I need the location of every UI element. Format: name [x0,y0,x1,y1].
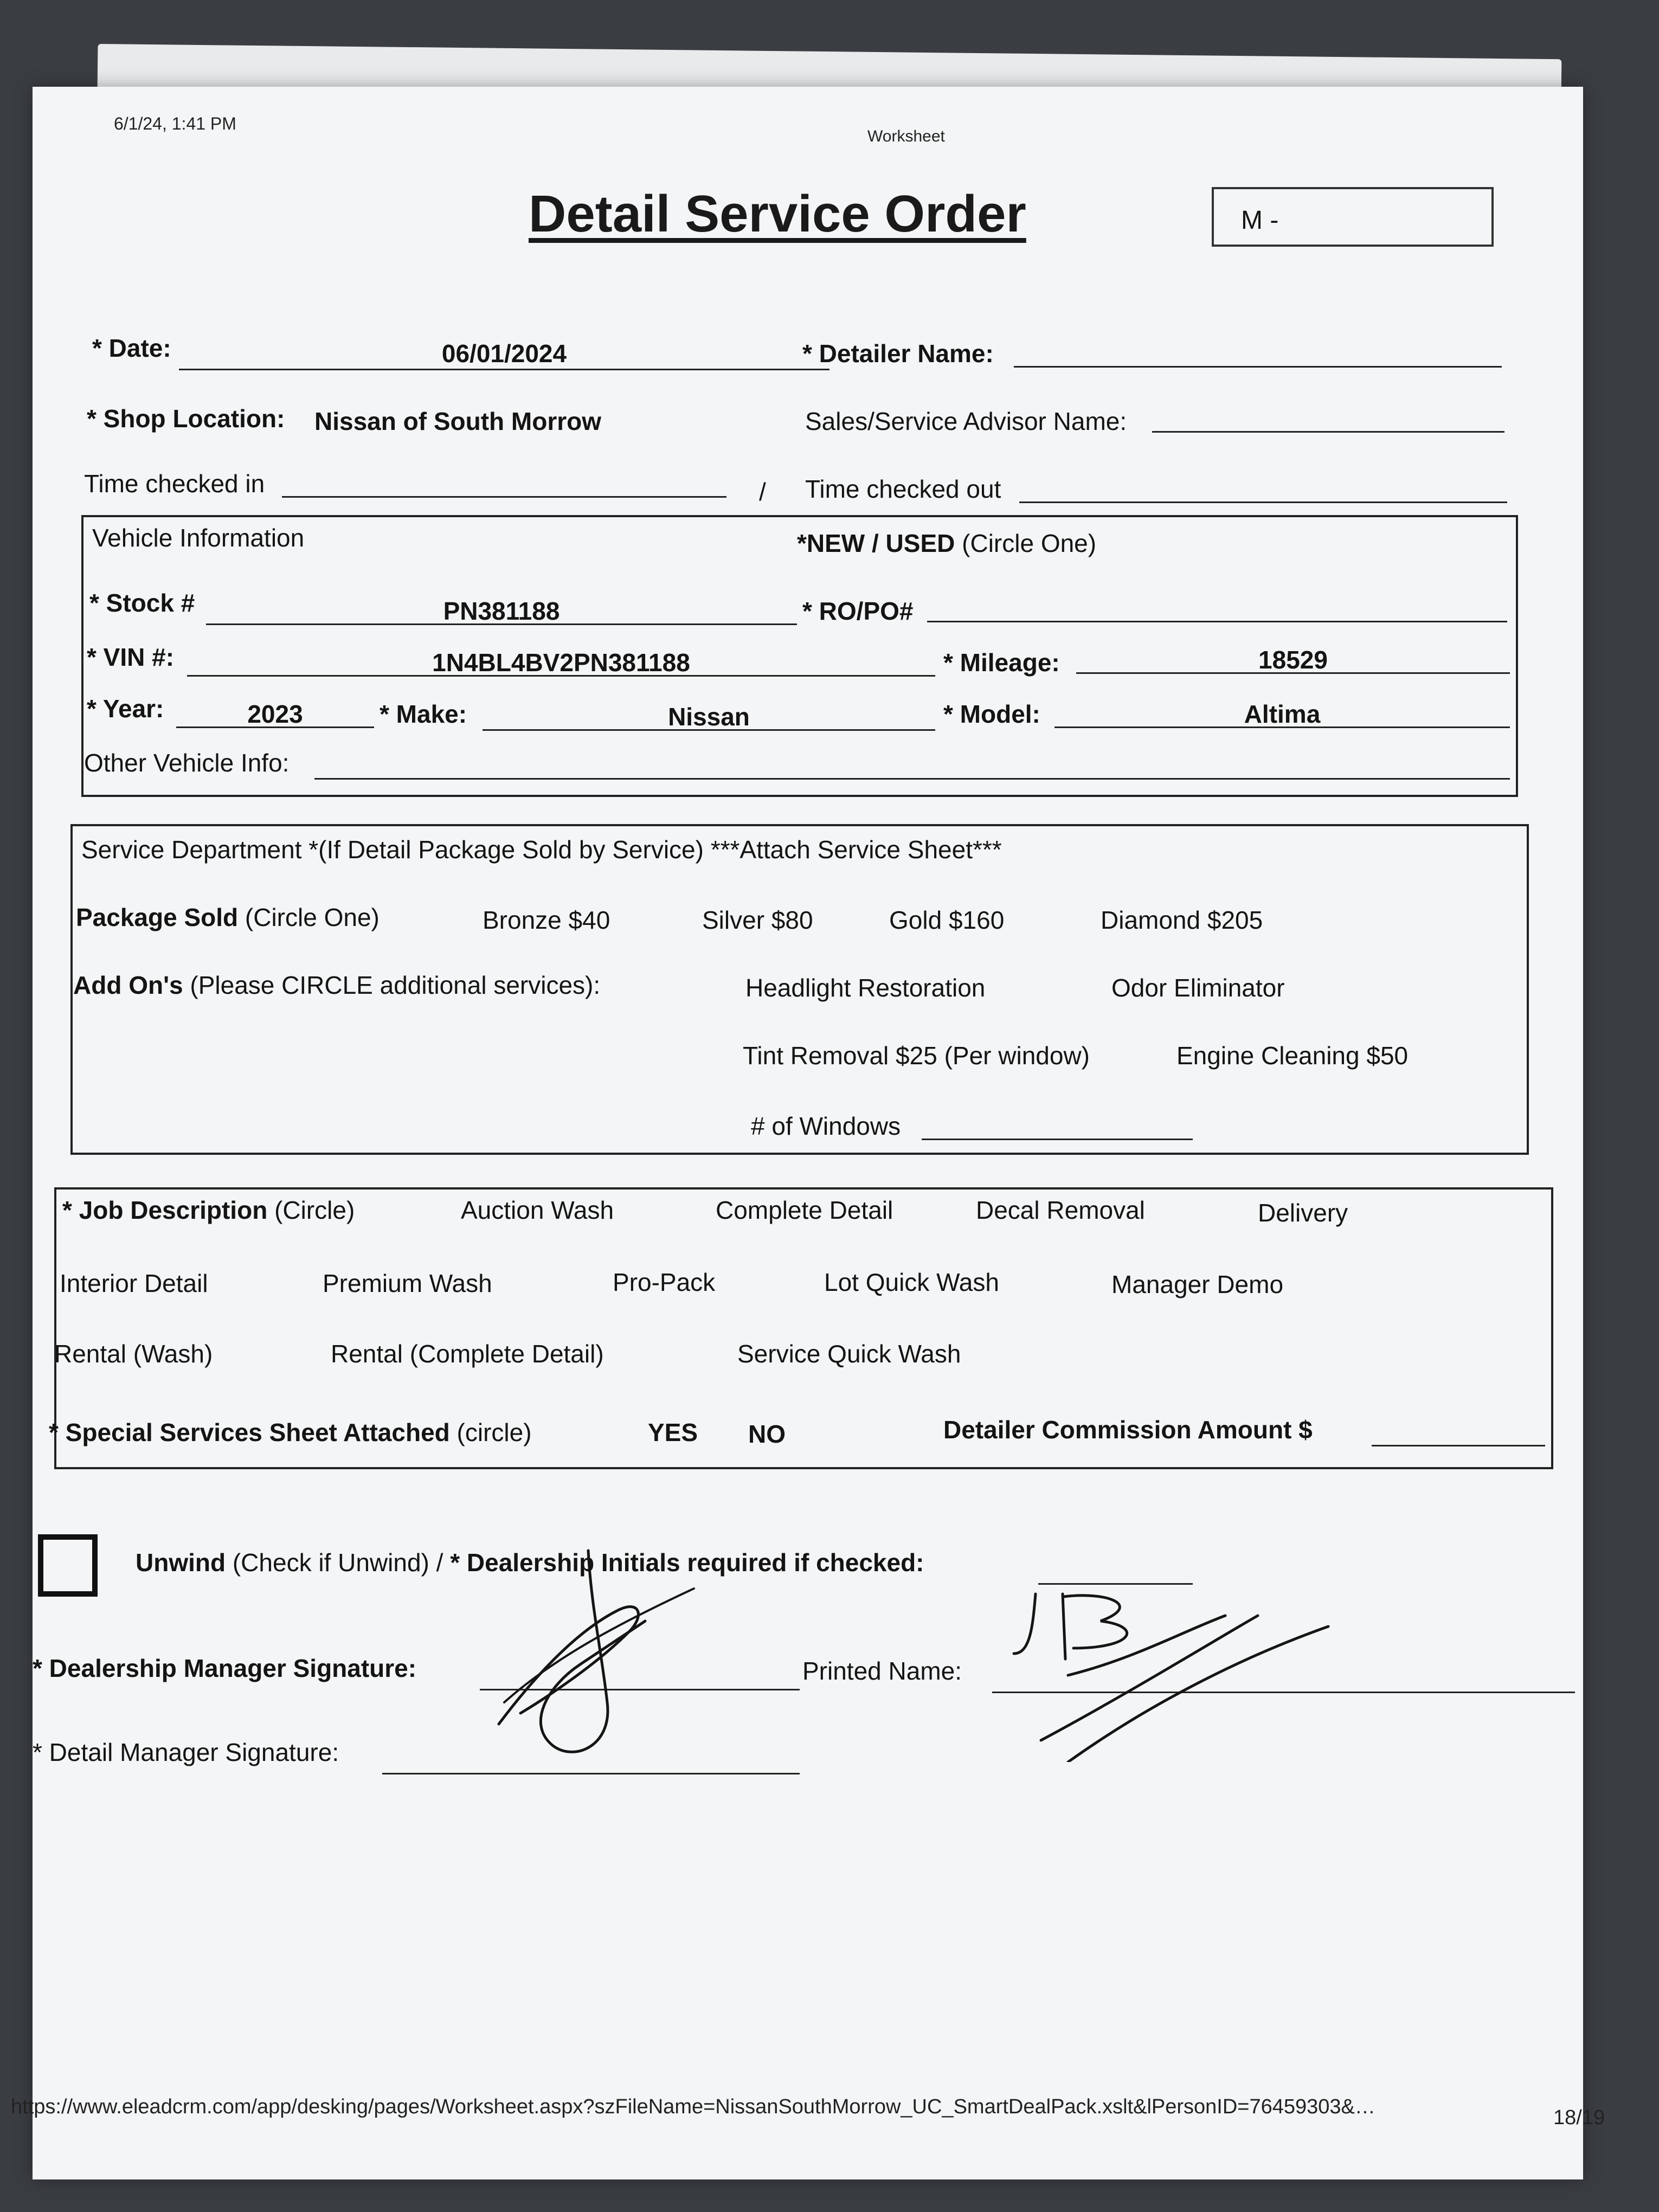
mileage-value: 18529 [1258,646,1328,674]
detailer-name-label: * Detailer Name: [802,339,994,368]
job-premium-wash[interactable]: Premium Wash [323,1269,492,1297]
unwind-hint: (Check if Unwind) / [232,1548,443,1577]
commission-label: Detailer Commission Amount $ [943,1416,1313,1444]
footer-url: https://www.eleadcrm.com/app/desking/pages/Worksheet.aspx?szFileName=NissanSouthMorrow_UC_SmartDealPack.xslt&lPersonID=76459303&… [11,2095,1375,2118]
job-description-hint: (Circle) [274,1196,355,1224]
make-label: * Make: [380,700,467,728]
detailer-name-field[interactable] [1014,366,1502,368]
new-used-hint: (Circle One) [962,529,1097,557]
printed-name-label: Printed Name: [802,1657,962,1685]
make-value: Nissan [668,703,750,731]
ro-po-field[interactable] [927,621,1507,622]
order-number-box [1212,187,1494,247]
job-decal-removal[interactable]: Decal Removal [976,1196,1145,1224]
print-timestamp: 6/1/24, 1:41 PM [114,114,236,133]
stock-label: * Stock # [89,589,195,617]
dealership-manager-signature-label: * Dealership Manager Signature: [33,1654,417,1682]
job-pro-pack[interactable]: Pro-Pack [613,1268,716,1296]
windows-count-label: # of Windows [751,1112,901,1140]
addon-engine-cleaning[interactable]: Engine Cleaning $50 [1176,1041,1409,1070]
time-out-field[interactable] [1019,501,1507,503]
job-lot-quick-wash[interactable]: Lot Quick Wash [824,1268,999,1296]
handwritten-initials [1003,1583,1393,1762]
year-value: 2023 [247,700,303,728]
package-option-gold[interactable]: Gold $160 [889,906,1005,934]
job-rental-wash[interactable]: Rental (Wash) [54,1340,213,1368]
job-interior-detail[interactable]: Interior Detail [60,1269,208,1297]
stock-value: PN381188 [443,597,560,625]
advisor-label: Sales/Service Advisor Name: [805,407,1127,435]
unwind-checkbox[interactable] [38,1534,98,1597]
vin-value: 1N4BL4BV2PN381188 [432,648,690,677]
package-sold-label [76,903,380,932]
model-label: * Model: [943,700,1040,728]
package-sold-title: Package Sold [76,903,239,931]
time-slash: / [759,478,766,506]
unwind-title: Unwind [136,1548,226,1577]
job-manager-demo[interactable]: Manager Demo [1111,1270,1284,1298]
special-services-hint: (circle) [456,1418,532,1446]
special-services-label [49,1418,532,1447]
worksheet-label: Worksheet [867,127,945,145]
vin-label: * VIN #: [87,643,175,671]
job-service-quick-wash[interactable]: Service Quick Wash [737,1340,961,1368]
date-value: 06/01/2024 [441,339,567,368]
vehicle-info-heading: Vehicle Information [92,524,305,552]
add-ons-label [73,970,600,1000]
handwritten-signature [466,1540,737,1767]
job-complete-detail[interactable]: Complete Detail [716,1196,893,1224]
advisor-field[interactable] [1152,431,1504,433]
time-out-label: Time checked out [805,475,1001,503]
package-sold-hint: (Circle One) [245,903,380,931]
job-description-title: * Job Description [62,1196,268,1224]
package-option-bronze[interactable]: Bronze $40 [483,906,610,934]
special-services-title: * Special Services Sheet Attached [49,1418,450,1446]
new-used-label: *NEW / USED [797,529,955,557]
addon-headlight-restoration[interactable]: Headlight Restoration [745,974,986,1002]
document-page [11,87,1605,2179]
date-label: * Date: [92,334,171,362]
windows-count-field[interactable] [922,1139,1193,1140]
page-title: Detail Service Order [529,185,1026,243]
new-used-field[interactable] [797,529,1096,558]
year-label: * Year: [87,695,164,723]
addon-tint-removal[interactable]: Tint Removal $25 (Per window) [743,1041,1090,1070]
date-field-line[interactable] [179,369,829,370]
package-option-silver[interactable]: Silver $80 [702,906,813,934]
detail-manager-signature-label: * Detail Manager Signature: [33,1738,339,1766]
add-ons-title: Add On's [73,971,183,999]
shop-location-value: Nissan of South Morrow [314,407,601,435]
job-rental-complete-detail[interactable]: Rental (Complete Detail) [331,1340,604,1368]
service-dept-heading: Service Department *(If Detail Package Sold by Service) ***Attach Service Sheet*** [81,835,1002,864]
other-vehicle-info-field[interactable] [314,778,1510,780]
other-vehicle-info-label: Other Vehicle Info: [84,749,290,777]
job-description-label [62,1195,355,1225]
time-in-field[interactable] [282,496,726,498]
special-services-yes[interactable]: YES [648,1418,698,1446]
unwind-initials-label: * Dealership Initials required if checked: [450,1548,924,1577]
model-value: Altima [1244,700,1321,728]
add-ons-hint: (Please CIRCLE additional services): [190,971,601,999]
footer-page-number: 18/19 [1553,2106,1605,2129]
detail-manager-signature-line[interactable] [382,1773,800,1774]
order-number: M - [1241,206,1279,235]
addon-odor-eliminator[interactable]: Odor Eliminator [1111,974,1285,1002]
mileage-label: * Mileage: [943,648,1060,677]
commission-field[interactable] [1372,1445,1545,1446]
time-in-label: Time checked in [84,470,265,498]
ro-po-label: * RO/PO# [802,597,914,625]
special-services-no[interactable]: NO [748,1420,786,1448]
package-option-diamond[interactable]: Diamond $205 [1101,906,1263,934]
job-auction-wash[interactable]: Auction Wash [461,1196,614,1224]
job-delivery[interactable]: Delivery [1258,1199,1348,1227]
shop-location-label: * Shop Location: [87,404,285,433]
